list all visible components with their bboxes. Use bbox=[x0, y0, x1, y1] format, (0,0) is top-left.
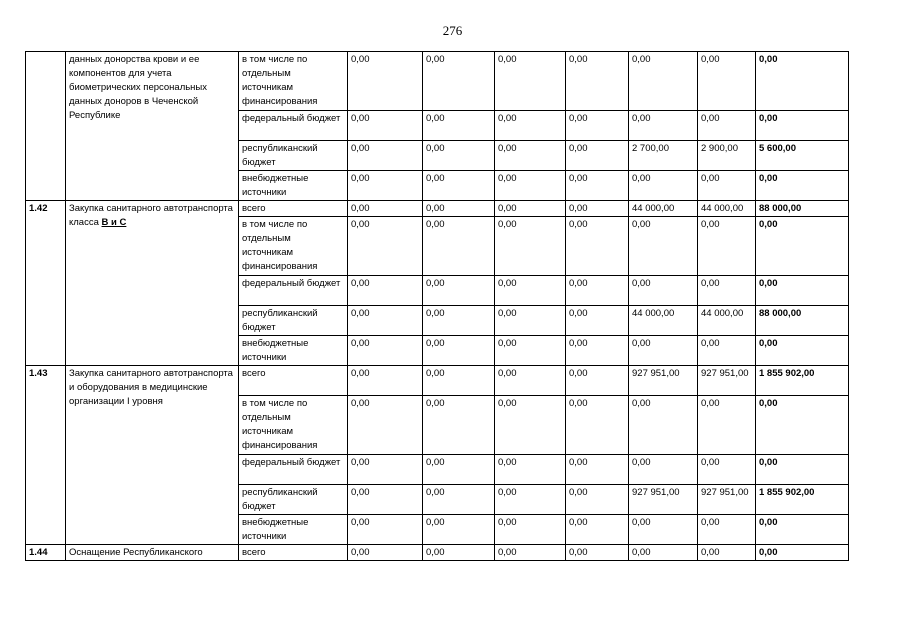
value-cell: 44 000,00 bbox=[629, 306, 698, 336]
value-cell: 0,00 bbox=[566, 52, 629, 111]
source-cell: внебюджетные источники bbox=[239, 336, 348, 366]
value-cell: 2 900,00 bbox=[698, 141, 756, 171]
value-cell: 0,00 bbox=[348, 545, 423, 561]
item-name-underlined: В и С bbox=[101, 217, 127, 228]
value-cell: 0,00 bbox=[566, 217, 629, 276]
source-cell: республиканский бюджет bbox=[239, 141, 348, 171]
row-number-cell: 1.42 bbox=[26, 201, 66, 366]
value-cell: 0,00 bbox=[348, 336, 423, 366]
value-cell: 0,00 bbox=[566, 545, 629, 561]
source-cell: республиканский бюджет bbox=[239, 306, 348, 336]
value-cell: 0,00 bbox=[495, 545, 566, 561]
source-cell: в том числе по отдельным источникам финансирования bbox=[239, 217, 348, 276]
value-cell: 0,00 bbox=[423, 171, 495, 201]
value-cell: 0,00 bbox=[629, 545, 698, 561]
value-cell: 0,00 bbox=[423, 201, 495, 217]
row-number-cell: 1.43 bbox=[26, 366, 66, 545]
value-cell: 0,00 bbox=[348, 52, 423, 111]
table-row bbox=[26, 366, 849, 396]
value-cell: 0,00 bbox=[423, 336, 495, 366]
value-cell: 927 951,00 bbox=[698, 366, 756, 396]
value-cell: 0,00 bbox=[348, 455, 423, 485]
source-cell: республиканский бюджет bbox=[239, 485, 348, 515]
value-cell: 0,00 bbox=[629, 336, 698, 366]
total-cell: 1 855 902,00 bbox=[756, 366, 849, 396]
value-cell: 0,00 bbox=[698, 396, 756, 455]
value-cell: 0,00 bbox=[566, 171, 629, 201]
value-cell: 0,00 bbox=[348, 396, 423, 455]
value-cell: 0,00 bbox=[566, 201, 629, 217]
value-cell: 2 700,00 bbox=[629, 141, 698, 171]
value-cell: 0,00 bbox=[566, 515, 629, 545]
value-cell: 0,00 bbox=[348, 366, 423, 396]
source-cell: в том числе по отдельным источникам финансирования bbox=[239, 52, 348, 111]
total-cell: 0,00 bbox=[756, 396, 849, 455]
table-row bbox=[26, 52, 849, 111]
value-cell: 0,00 bbox=[566, 485, 629, 515]
total-cell: 88 000,00 bbox=[756, 306, 849, 336]
value-cell: 0,00 bbox=[629, 515, 698, 545]
total-cell: 0,00 bbox=[756, 217, 849, 276]
item-name-cell: Закупка санитарного автотранспорта и оборудования в медицинские организации I уровня bbox=[66, 366, 239, 545]
value-cell: 0,00 bbox=[423, 141, 495, 171]
value-cell: 0,00 bbox=[495, 217, 566, 276]
value-cell: 0,00 bbox=[698, 52, 756, 111]
value-cell: 44 000,00 bbox=[698, 306, 756, 336]
value-cell: 0,00 bbox=[348, 276, 423, 306]
value-cell: 0,00 bbox=[629, 171, 698, 201]
value-cell: 0,00 bbox=[423, 396, 495, 455]
total-cell: 88 000,00 bbox=[756, 201, 849, 217]
total-cell: 5 600,00 bbox=[756, 141, 849, 171]
value-cell: 0,00 bbox=[423, 52, 495, 111]
value-cell: 0,00 bbox=[566, 141, 629, 171]
value-cell: 0,00 bbox=[566, 111, 629, 141]
value-cell: 0,00 bbox=[495, 515, 566, 545]
value-cell: 0,00 bbox=[495, 485, 566, 515]
value-cell: 0,00 bbox=[698, 171, 756, 201]
value-cell: 0,00 bbox=[495, 336, 566, 366]
value-cell: 0,00 bbox=[495, 52, 566, 111]
value-cell: 0,00 bbox=[629, 455, 698, 485]
source-cell: всего bbox=[239, 201, 348, 217]
value-cell: 44 000,00 bbox=[629, 201, 698, 217]
source-cell: федеральный бюджет bbox=[239, 111, 348, 141]
value-cell: 0,00 bbox=[566, 276, 629, 306]
value-cell: 0,00 bbox=[698, 276, 756, 306]
value-cell: 0,00 bbox=[423, 366, 495, 396]
value-cell: 927 951,00 bbox=[629, 485, 698, 515]
value-cell: 0,00 bbox=[698, 217, 756, 276]
value-cell: 0,00 bbox=[495, 276, 566, 306]
total-cell: 1 855 902,00 bbox=[756, 485, 849, 515]
value-cell: 0,00 bbox=[698, 455, 756, 485]
item-name-cell: Оснащение Республиканского bbox=[66, 545, 239, 561]
source-cell: всего bbox=[239, 545, 348, 561]
total-cell: 0,00 bbox=[756, 515, 849, 545]
value-cell: 0,00 bbox=[348, 306, 423, 336]
value-cell: 0,00 bbox=[629, 111, 698, 141]
value-cell: 0,00 bbox=[495, 306, 566, 336]
row-number-cell: 1.44 bbox=[26, 545, 66, 561]
value-cell: 0,00 bbox=[423, 485, 495, 515]
value-cell: 927 951,00 bbox=[698, 485, 756, 515]
value-cell: 0,00 bbox=[423, 545, 495, 561]
total-cell: 0,00 bbox=[756, 455, 849, 485]
table-row bbox=[26, 545, 849, 561]
source-cell: внебюджетные источники bbox=[239, 171, 348, 201]
value-cell: 0,00 bbox=[348, 485, 423, 515]
source-cell: федеральный бюджет bbox=[239, 455, 348, 485]
value-cell: 0,00 bbox=[495, 141, 566, 171]
value-cell: 0,00 bbox=[348, 111, 423, 141]
value-cell: 0,00 bbox=[698, 111, 756, 141]
value-cell: 927 951,00 bbox=[629, 366, 698, 396]
value-cell: 0,00 bbox=[495, 396, 566, 455]
value-cell: 0,00 bbox=[348, 171, 423, 201]
table-row bbox=[26, 201, 849, 217]
total-cell: 0,00 bbox=[756, 545, 849, 561]
value-cell: 0,00 bbox=[629, 217, 698, 276]
value-cell: 0,00 bbox=[348, 141, 423, 171]
value-cell: 0,00 bbox=[423, 217, 495, 276]
value-cell: 0,00 bbox=[423, 515, 495, 545]
value-cell: 0,00 bbox=[348, 217, 423, 276]
source-cell: всего bbox=[239, 366, 348, 396]
value-cell: 0,00 bbox=[629, 52, 698, 111]
value-cell: 0,00 bbox=[348, 515, 423, 545]
total-cell: 0,00 bbox=[756, 336, 849, 366]
value-cell: 0,00 bbox=[348, 201, 423, 217]
value-cell: 0,00 bbox=[423, 111, 495, 141]
value-cell: 0,00 bbox=[566, 366, 629, 396]
value-cell: 0,00 bbox=[698, 336, 756, 366]
row-number-cell bbox=[26, 52, 66, 201]
value-cell: 0,00 bbox=[566, 306, 629, 336]
total-cell: 0,00 bbox=[756, 111, 849, 141]
value-cell: 0,00 bbox=[629, 276, 698, 306]
item-name-cell: данных донорства крови и ее компонентов для учета биометрических персональных данных доноров в Чеченской Республике bbox=[66, 52, 239, 201]
total-cell: 0,00 bbox=[756, 276, 849, 306]
page-number: 276 bbox=[442, 23, 463, 38]
value-cell: 0,00 bbox=[423, 306, 495, 336]
value-cell: 0,00 bbox=[698, 515, 756, 545]
value-cell: 0,00 bbox=[629, 396, 698, 455]
value-cell: 0,00 bbox=[423, 276, 495, 306]
value-cell: 0,00 bbox=[495, 111, 566, 141]
value-cell: 0,00 bbox=[566, 455, 629, 485]
item-name-cell bbox=[66, 201, 239, 366]
value-cell: 0,00 bbox=[423, 455, 495, 485]
total-cell: 0,00 bbox=[756, 52, 849, 111]
value-cell: 0,00 bbox=[698, 545, 756, 561]
value-cell: 0,00 bbox=[566, 336, 629, 366]
value-cell: 0,00 bbox=[566, 396, 629, 455]
source-cell: федеральный бюджет bbox=[239, 276, 348, 306]
source-cell: в том числе по отдельным источникам финансирования bbox=[239, 396, 348, 455]
value-cell: 0,00 bbox=[495, 455, 566, 485]
item-name-text: Закупка санитарного автотранспорта класса bbox=[69, 203, 233, 228]
value-cell: 0,00 bbox=[495, 171, 566, 201]
value-cell: 44 000,00 bbox=[698, 201, 756, 217]
budget-table bbox=[25, 51, 849, 561]
value-cell: 0,00 bbox=[495, 366, 566, 396]
source-cell: внебюджетные источники bbox=[239, 515, 348, 545]
value-cell: 0,00 bbox=[495, 201, 566, 217]
total-cell: 0,00 bbox=[756, 171, 849, 201]
